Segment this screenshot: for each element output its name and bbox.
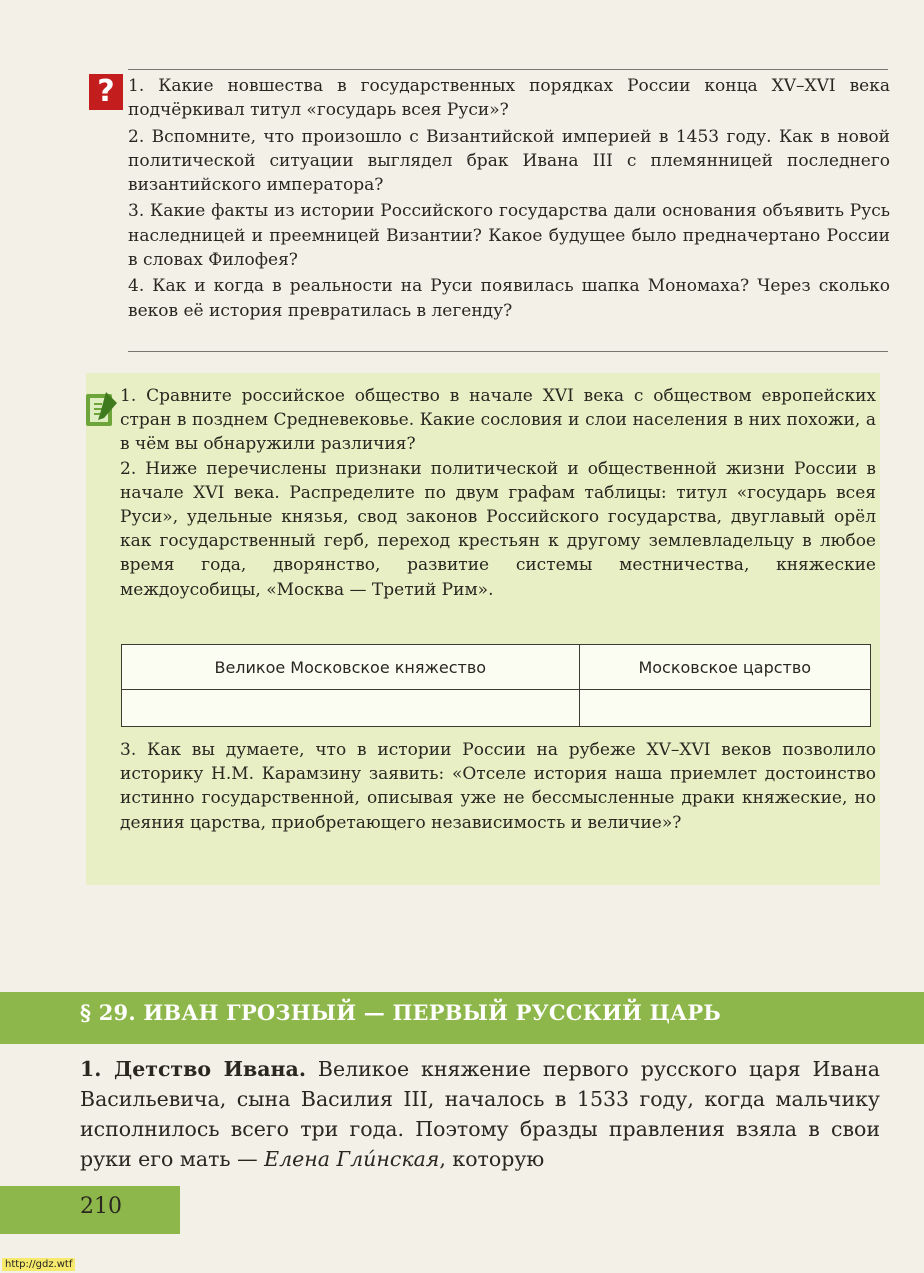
classification-table [121, 644, 871, 727]
questions-list [128, 74, 890, 325]
task-notebook-icon [84, 388, 120, 428]
body-paragraph [80, 1054, 880, 1174]
section-title: § 29. ИВАН ГРОЗНЫЙ — ПЕРВЫЙ РУССКИЙ ЦАРЬ [80, 1000, 721, 1025]
page-number: 210 [80, 1194, 122, 1219]
person-name: Елена Гли́нская [264, 1147, 440, 1171]
question-item: 1. Какие новшества в государственных порядках России конца XV–XVI века подчёркивал титул «государь всея Руси»? [128, 76, 890, 121]
table-header: Великое Московское княжество [122, 645, 580, 690]
top-rule [128, 69, 888, 70]
bottom-rule [128, 351, 888, 352]
body-text-end: , которую [439, 1147, 545, 1171]
body-text: Великое княжение первого русского царя Ивана Васильевича, сына Василия III, началось в 1533 году, когда мальчику исполнилось всего три года. Поэтому бразды правления взяла в свои руки его мать — [80, 1057, 880, 1171]
tasks-list [120, 384, 876, 602]
task-item: 1. Сравните российское общество в начале XVI века с обществом европейских стран в позднем Средневековье. Какие сословия и слои населения в них похожи, а в чём вы обнаружили различия? [120, 386, 876, 455]
task-item: 2. Ниже перечислены признаки политической и общественной жизни России в начале XVI века. Распределите по двум графам таблицы: титул «государь всея Руси», удельные князья, свод законов Российского государства, двуглавый орёл как государственный герб, переход крестьян к другому землевладельцу в любое время года, дворянство, развитие системы местничества, княжеские междоусобицы, «Москва — Третий Рим». [120, 458, 876, 600]
table-cell [122, 690, 580, 727]
task-item-3 [120, 738, 876, 835]
subsection-title: 1. Детство Ивана. [80, 1057, 306, 1081]
question-item: 2. Вспомните, что произошло с Византийской империей в 1453 году. Как в новой политической ситуации выглядел брак Ивана III с племянницей последнего византийского императора? [128, 126, 890, 196]
watermark-link[interactable]: http://gdz.wtf [2, 1258, 75, 1271]
table-header: Московское царство [579, 645, 870, 690]
task-item: 3. Как вы думаете, что в истории России на рубеже XV–XVI веков позволило историку Н.М. Карамзину заявить: «Отселе история наша приемлет достоинство истинно государственной, описывая уже не бессмысленные драки княжеские, но деяния царства, приобретающего независимость и величие»? [120, 740, 876, 833]
question-item: 4. Как и когда в реальности на Руси появилась шапка Мономаха? Через сколько веков её история превратилась в легенду? [128, 276, 890, 321]
table-cell [579, 690, 870, 727]
question-item: 3. Какие факты из истории Российского государства дали основания объявить Русь наследницей и преемницей Византии? Какое будущее было предначертано России в словах Филофея? [128, 201, 890, 271]
question-mark-icon: ? [89, 74, 123, 110]
